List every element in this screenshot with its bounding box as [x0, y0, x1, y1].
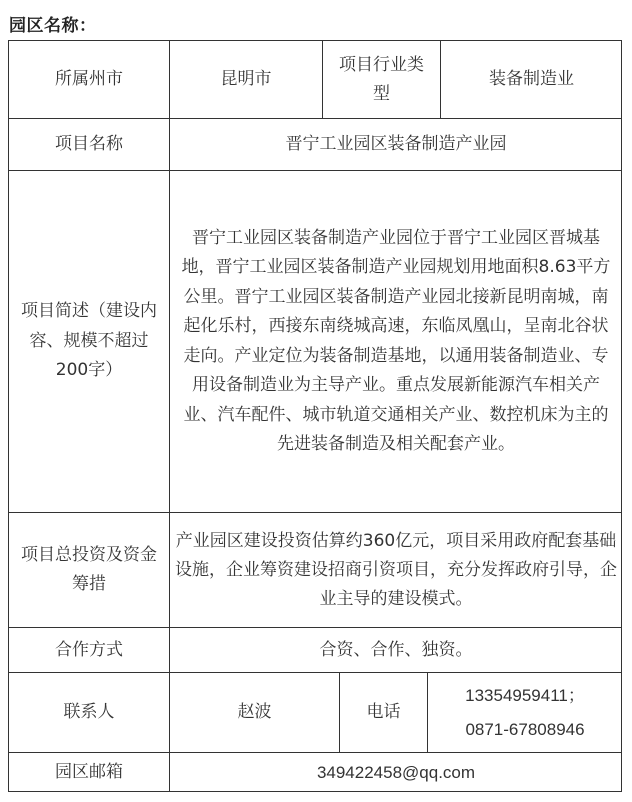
- email-label: 园区邮箱: [8, 752, 169, 792]
- project-name-value: 晋宁工业园区装备制造产业园: [169, 118, 622, 170]
- city-label: 所属州市: [8, 40, 169, 118]
- phone-label: 电话: [339, 672, 427, 752]
- page-title: 园区名称：: [9, 16, 97, 36]
- phone-value: 13354959411；0871-67808946: [427, 672, 622, 752]
- project-info-table: [8, 40, 622, 792]
- contact-label: 联系人: [8, 672, 169, 752]
- summary-label: 项目简述（建设内容、规模不超过200字）: [8, 170, 169, 512]
- investment-value: 产业园区建设投资估算约360亿元，项目采用政府配套基础设施，企业筹资建设招商引资项目，充分发挥政府引导，企业主导的建设模式。: [169, 512, 622, 627]
- cooperation-label: 合作方式: [8, 627, 169, 672]
- investment-label: 项目总投资及资金筹措: [8, 512, 169, 627]
- city-value: 昆明市: [169, 40, 322, 118]
- industry-value: 装备制造业: [440, 40, 622, 118]
- summary-value: 晋宁工业园区装备制造产业园位于晋宁工业园区晋城基地，晋宁工业园区装备制造产业园规划用地面积8.63平方公里。晋宁工业园区装备制造产业园北接新昆明南城，南起化乐村，西接东南绕城高速，东临凤凰山，呈南北谷状走向。产业定位为装备制造基地，以通用装备制造业、专用设备制造业为主导产业。重点发展新能源汽车相关产业、汽车配件、城市轨道交通相关产业、数控机床为主的先进装备制造及相关配套产业。: [169, 170, 622, 512]
- cooperation-value: 合资、合作、独资。: [169, 627, 622, 672]
- email-value: 349422458@qq.com: [169, 752, 622, 792]
- industry-label: 项目行业类型: [322, 40, 440, 118]
- project-name-label: 项目名称: [8, 118, 169, 170]
- contact-value: 赵波: [169, 672, 339, 752]
